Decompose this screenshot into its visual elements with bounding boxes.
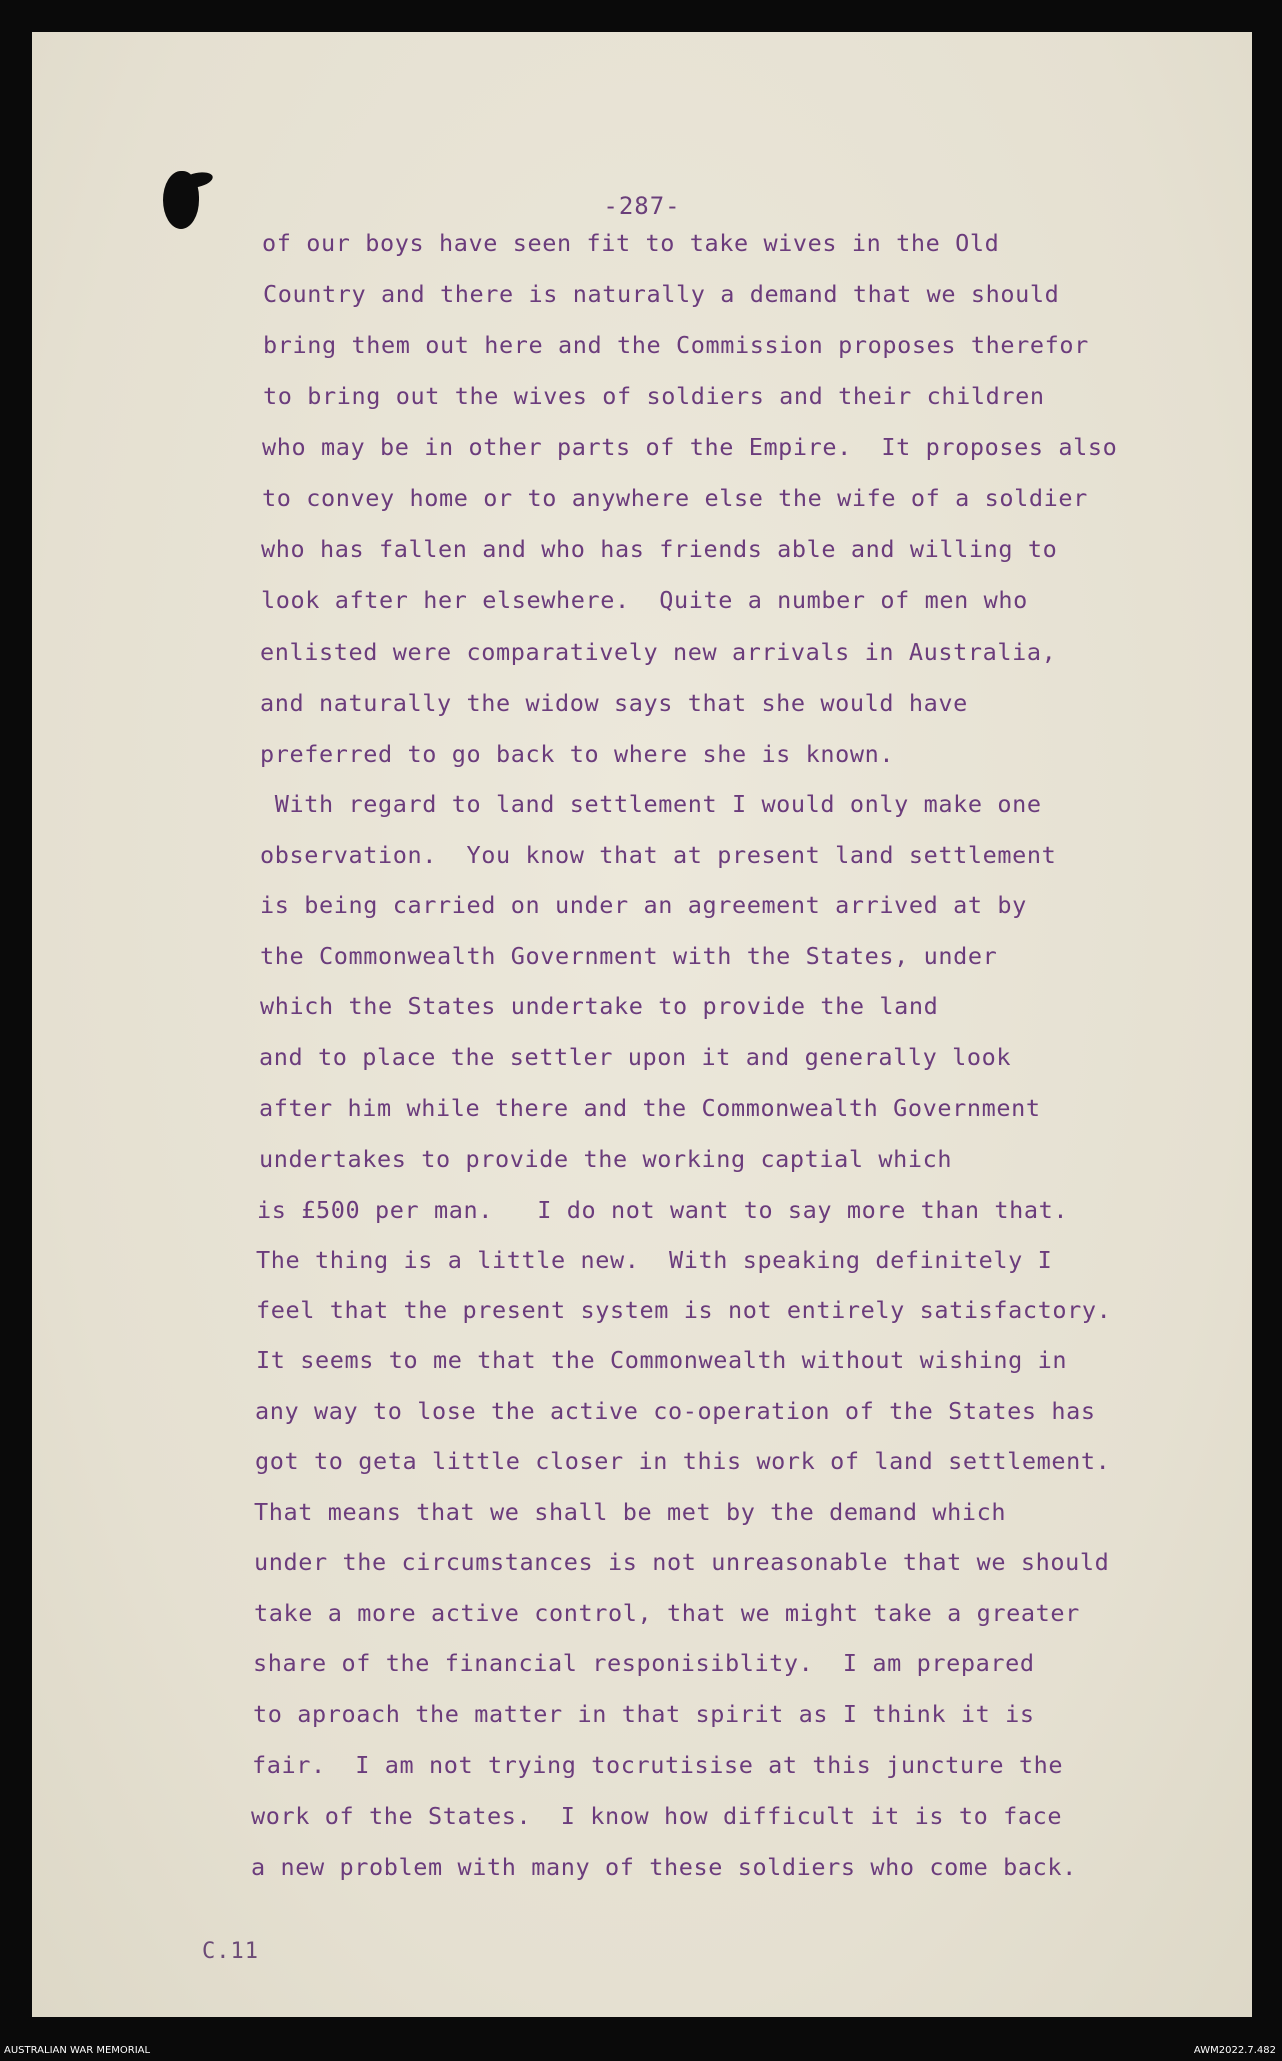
- text-line-19: undertakes to provide the working captial which: [259, 1145, 953, 1173]
- text-line-32: work of the States. I know how difficult it is to face: [251, 1802, 1063, 1830]
- text-line-18: after him while there and the Commonwealth Government: [259, 1094, 1041, 1122]
- text-line-16: which the States undertake to provide the land: [260, 992, 939, 1020]
- text-line-26: That means that we shall be met by the demand which: [254, 1498, 1007, 1526]
- text-line-15: the Commonwealth Government with the States, under: [260, 942, 998, 970]
- text-line-30: to aproach the matter in that spirit as I think it is: [253, 1700, 1035, 1728]
- text-line-3: bring them out here and the Commission proposes therefor: [263, 331, 1089, 359]
- text-line-33: a new problem with many of these soldiers who come back.: [251, 1853, 1077, 1881]
- text-line-17: and to place the settler upon it and generally look: [259, 1043, 1012, 1071]
- text-line-21: The thing is a little new. With speaking definitely I: [256, 1246, 1053, 1274]
- text-line-28: take a more active control, that we might take a greater: [254, 1599, 1080, 1627]
- text-line-12: With regard to land settlement I would only make one: [260, 790, 1042, 818]
- text-line-27: under the circumstances is not unreasonable that we should: [254, 1548, 1110, 1576]
- text-line-22: feel that the present system is not entirely satisfactory.: [256, 1296, 1112, 1324]
- text-line-24: any way to lose the active co-operation of the States has: [255, 1397, 1096, 1425]
- text-line-7: who has fallen and who has friends able and willing to: [261, 535, 1058, 563]
- text-line-8: look after her elsewhere. Quite a number of men who: [261, 586, 1028, 614]
- reference-code: C.11: [202, 1939, 259, 1964]
- text-line-14: is being carried on under an agreement arrived at by: [260, 891, 1027, 919]
- text-line-1: of our boys have seen fit to take wives in the Old: [262, 229, 1000, 257]
- archive-caption: AUSTRALIAN WAR MEMORIAL: [4, 2045, 151, 2056]
- document-page: [32, 32, 1252, 2017]
- text-line-29: share of the financial responisiblity. I am prepared: [253, 1649, 1035, 1677]
- text-line-11: preferred to go back to where she is known.: [260, 740, 895, 768]
- text-line-6: to convey home or to anywhere else the wife of a soldier: [262, 484, 1088, 512]
- typed-text-body: [32, 32, 1252, 2017]
- catalogue-number: AWM2022.7.482: [1193, 2045, 1276, 2056]
- text-line-31: fair. I am not trying tocrutisise at this juncture the: [252, 1751, 1064, 1779]
- text-line-13: observation. You know that at present land settlement: [260, 841, 1057, 869]
- text-line-10: and naturally the widow says that she would have: [260, 689, 968, 717]
- text-line-5: who may be in other parts of the Empire. It proposes also: [262, 433, 1118, 461]
- text-line-23: It seems to me that the Commonwealth without wishing in: [256, 1346, 1068, 1374]
- page-number: -287-: [603, 192, 681, 220]
- text-line-9: enlisted were comparatively new arrivals in Australia,: [260, 638, 1057, 666]
- text-line-25: got to geta little closer in this work of land settlement.: [255, 1447, 1111, 1475]
- text-line-4: to bring out the wives of soldiers and their children: [263, 382, 1045, 410]
- text-line-2: Country and there is naturally a demand that we should: [263, 280, 1060, 308]
- text-line-20: is £500 per man. I do not want to say more than that.: [257, 1196, 1069, 1224]
